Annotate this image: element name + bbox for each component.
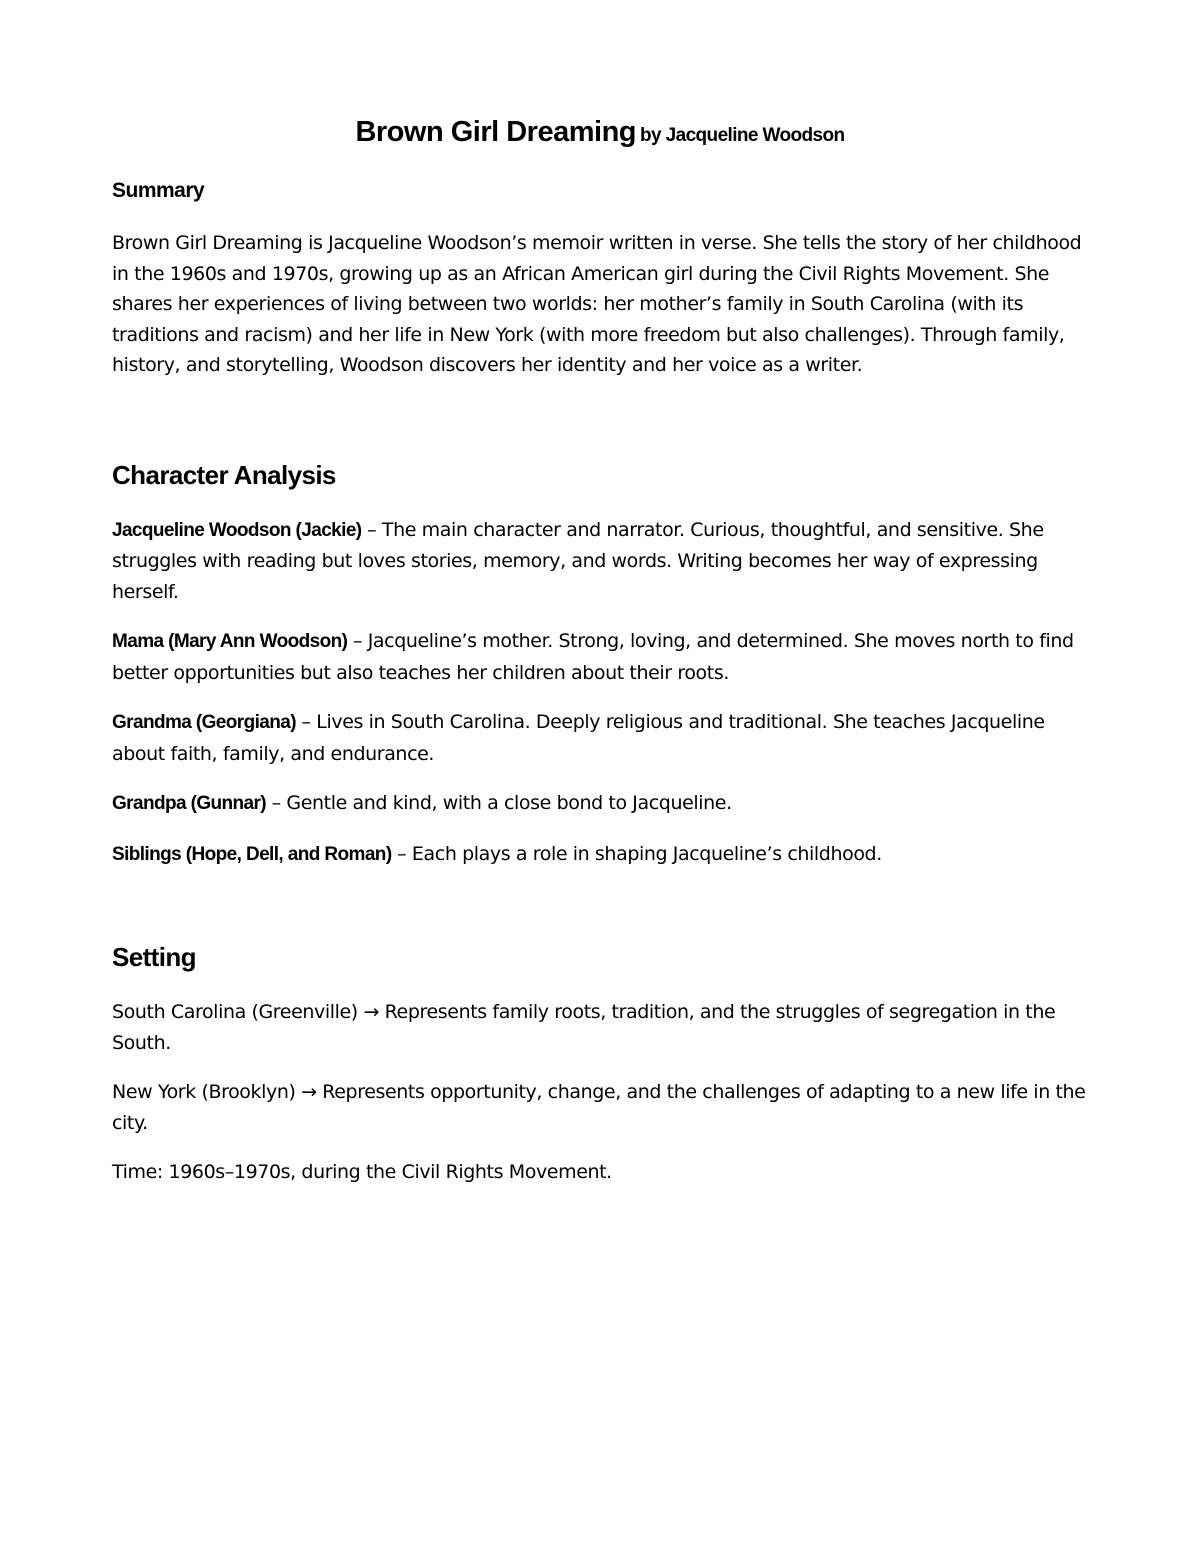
character-entry-siblings xyxy=(112,839,1088,871)
character-name: Mama (Mary Ann Woodson) xyxy=(112,631,348,652)
character-description: – Each plays a role in shaping Jacqueline’s childhood. xyxy=(391,842,882,865)
setting-entry-south-carolina: South Carolina (Greenville) → Represents family roots, tradition, and the struggles of segregation in the South. xyxy=(112,1001,1056,1054)
setting-heading: Setting xyxy=(112,942,196,972)
character-description: – Gentle and kind, with a close bond to Jacqueline. xyxy=(266,792,732,814)
character-entry-mama xyxy=(112,626,1088,688)
setting-entry-new-york: New York (Brooklyn) → Represents opportunity, change, and the challenges of adapting to a new life in the city. xyxy=(112,1081,1086,1134)
document-title xyxy=(112,114,1088,155)
book-byline: by Jacqueline Woodson xyxy=(640,125,845,146)
summary-heading: Summary xyxy=(112,179,205,202)
character-entry-jackie xyxy=(112,515,1088,608)
character-name: Siblings (Hope, Dell, and Roman) xyxy=(112,843,392,865)
character-entry-grandma xyxy=(112,707,1088,769)
character-name: Grandpa (Gunnar) xyxy=(112,793,267,814)
character-description: – Lives in South Carolina. Deeply religious and traditional. She teaches Jacqueline about faith, family, and endurance. xyxy=(112,711,1045,765)
setting-entry-time: Time: 1960s–1970s, during the Civil Rights Movement. xyxy=(112,1161,612,1183)
document-page xyxy=(112,100,1088,1188)
summary-paragraph: Brown Girl Dreaming is Jacqueline Woodson’s memoir written in verse. She tells the story of her childhood in the 1960s and 1970s, growing up as an African American girl during the Civil Rights Movement. She shares her experiences of living between two worlds: her mother’s family in South Carolina (with its traditions and racism) and her life in New York (with more freedom but also challenges). Through family, history, and storytelling, Woodson discovers her identity and her voice as a writer. xyxy=(112,232,1082,376)
character-entry-grandpa xyxy=(112,788,1088,820)
character-description: – Jacqueline’s mother. Strong, loving, and determined. She moves north to find better opportunities but also teaches her children about their roots. xyxy=(112,630,1074,684)
book-title: Brown Girl Dreaming xyxy=(355,116,636,148)
character-name: Grandma (Georgiana) xyxy=(112,712,296,733)
character-description: – The main character and narrator. Curious, thoughtful, and sensitive. She struggles with reading but loves stories, memory, and words. Writing becomes her way of expressing herself. xyxy=(112,518,1044,603)
character-analysis-heading: Character Analysis xyxy=(112,459,336,490)
character-name: Jacqueline Woodson (Jackie) xyxy=(112,519,362,541)
